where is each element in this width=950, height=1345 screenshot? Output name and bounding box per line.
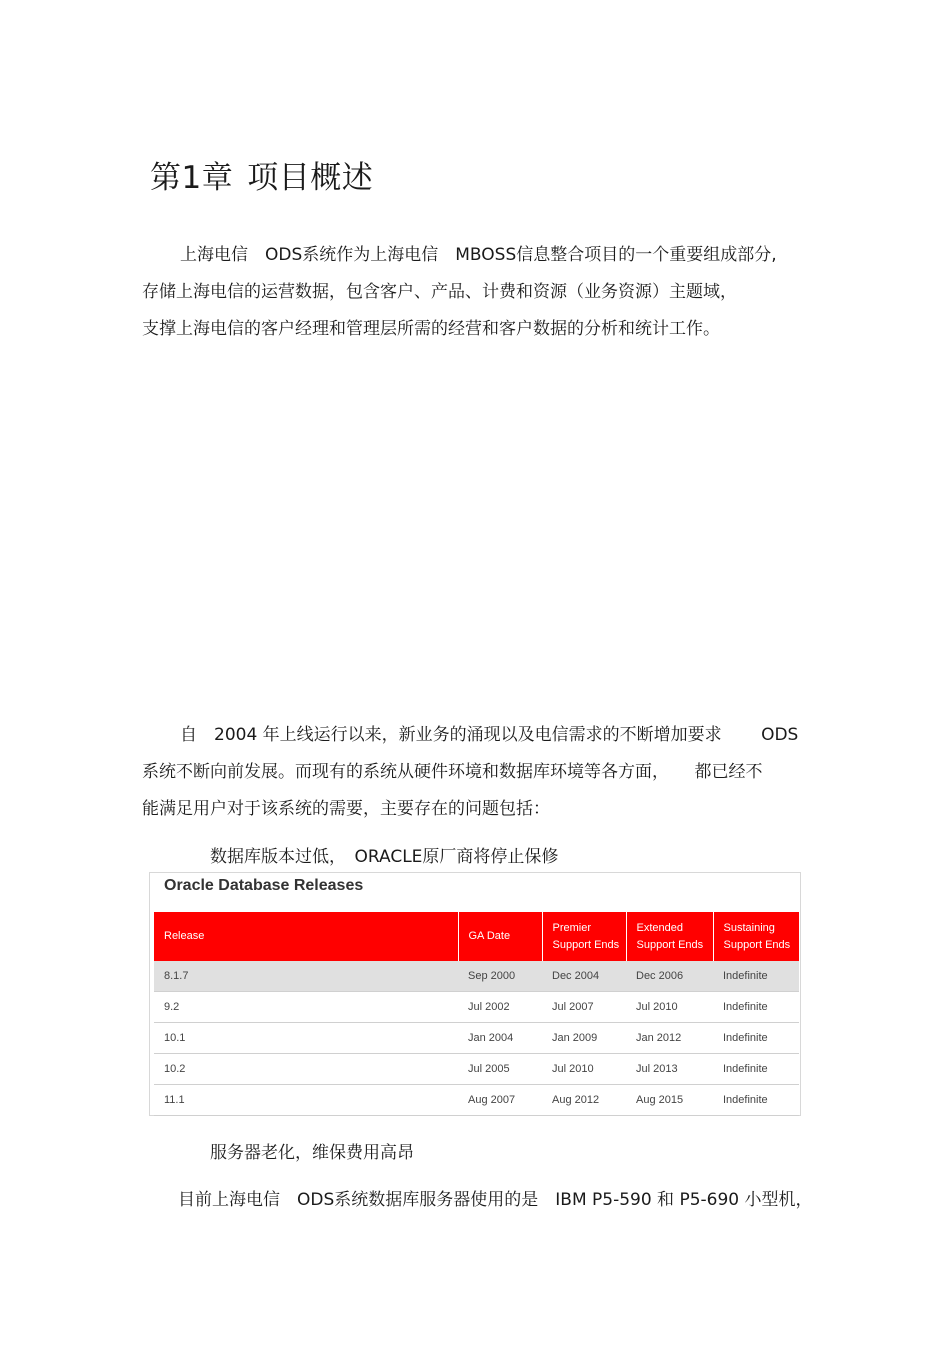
cell-premier: Jul 2007 — [542, 992, 626, 1023]
header-extended-support: Extended Support Ends — [626, 912, 713, 961]
body-line-3: 能满足用户对于该系统的需要，主要存在的问题包括： — [142, 799, 550, 819]
oracle-releases-figure — [149, 872, 801, 1116]
cell-sustaining: Indefinite — [713, 992, 799, 1023]
header-ga-date: GA Date — [458, 912, 542, 961]
intro-line-2: 存储上海电信的运营数据，包含客户、产品、计费和资源（业务资源）主题域， — [142, 282, 737, 302]
issue-1: 数据库版本过低， ORACLE原厂商将停止保修 — [210, 847, 559, 867]
cell-premier: Aug 2012 — [542, 1085, 626, 1116]
table-row — [154, 992, 799, 1023]
cell-release: 11.1 — [154, 1085, 458, 1116]
cell-sustaining: Indefinite — [713, 1023, 799, 1054]
issue-2: 服务器老化，维保费用高昂 — [210, 1143, 414, 1163]
table-row — [154, 1085, 799, 1116]
header-sustaining-support: Sustaining Support Ends — [713, 912, 799, 961]
table-row — [154, 961, 799, 992]
cell-premier: Jul 2010 — [542, 1054, 626, 1085]
cell-release: 10.2 — [154, 1054, 458, 1085]
cell-sustaining: Indefinite — [713, 961, 799, 992]
cell-premier: Jan 2009 — [542, 1023, 626, 1054]
cell-ga-date: Aug 2007 — [458, 1085, 542, 1116]
body-line-2: 系统不断向前发展。而现有的系统从硬件环境和数据库环境等各方面， 都已经不 — [142, 762, 763, 782]
intro-line-3: 支撑上海电信的客户经理和管理层所需的经营和客户数据的分析和统计工作。 — [142, 319, 720, 339]
closing-line: 目前上海电信 ODS系统数据库服务器使用的是 IBM P5-590 和 P5-690 小型机， — [178, 1190, 813, 1210]
oracle-releases-table — [154, 912, 799, 1116]
body-line-1: 自 2004 年上线运行以来，新业务的涌现以及电信需求的不断增加要求 ODS — [180, 725, 799, 745]
intro-line-1: 上海电信 ODS系统作为上海电信 MBOSS信息整合项目的一个重要组成部分, — [180, 245, 777, 265]
chapter-heading — [150, 152, 373, 197]
cell-release: 8.1.7 — [154, 961, 458, 992]
cell-ga-date: Jul 2002 — [458, 992, 542, 1023]
cell-ga-date: Jan 2004 — [458, 1023, 542, 1054]
header-release: Release — [154, 912, 458, 961]
table-row — [154, 1054, 799, 1085]
header-premier-support: Premier Support Ends — [542, 912, 626, 961]
table-row — [154, 1023, 799, 1054]
cell-ga-date: Jul 2005 — [458, 1054, 542, 1085]
cell-extended: Jan 2012 — [626, 1023, 713, 1054]
cell-sustaining: Indefinite — [713, 1085, 799, 1116]
chapter-number: 第1章 — [150, 160, 234, 196]
cell-sustaining: Indefinite — [713, 1054, 799, 1085]
cell-extended: Aug 2015 — [626, 1085, 713, 1116]
cell-release: 9.2 — [154, 992, 458, 1023]
cell-extended: Dec 2006 — [626, 961, 713, 992]
cell-extended: Jul 2013 — [626, 1054, 713, 1085]
table-title: Oracle Database Releases — [164, 877, 364, 894]
chapter-title: 项目概述 — [247, 160, 374, 196]
cell-extended: Jul 2010 — [626, 992, 713, 1023]
cell-release: 10.1 — [154, 1023, 458, 1054]
table-header-row — [154, 912, 799, 961]
cell-ga-date: Sep 2000 — [458, 961, 542, 992]
cell-premier: Dec 2004 — [542, 961, 626, 992]
